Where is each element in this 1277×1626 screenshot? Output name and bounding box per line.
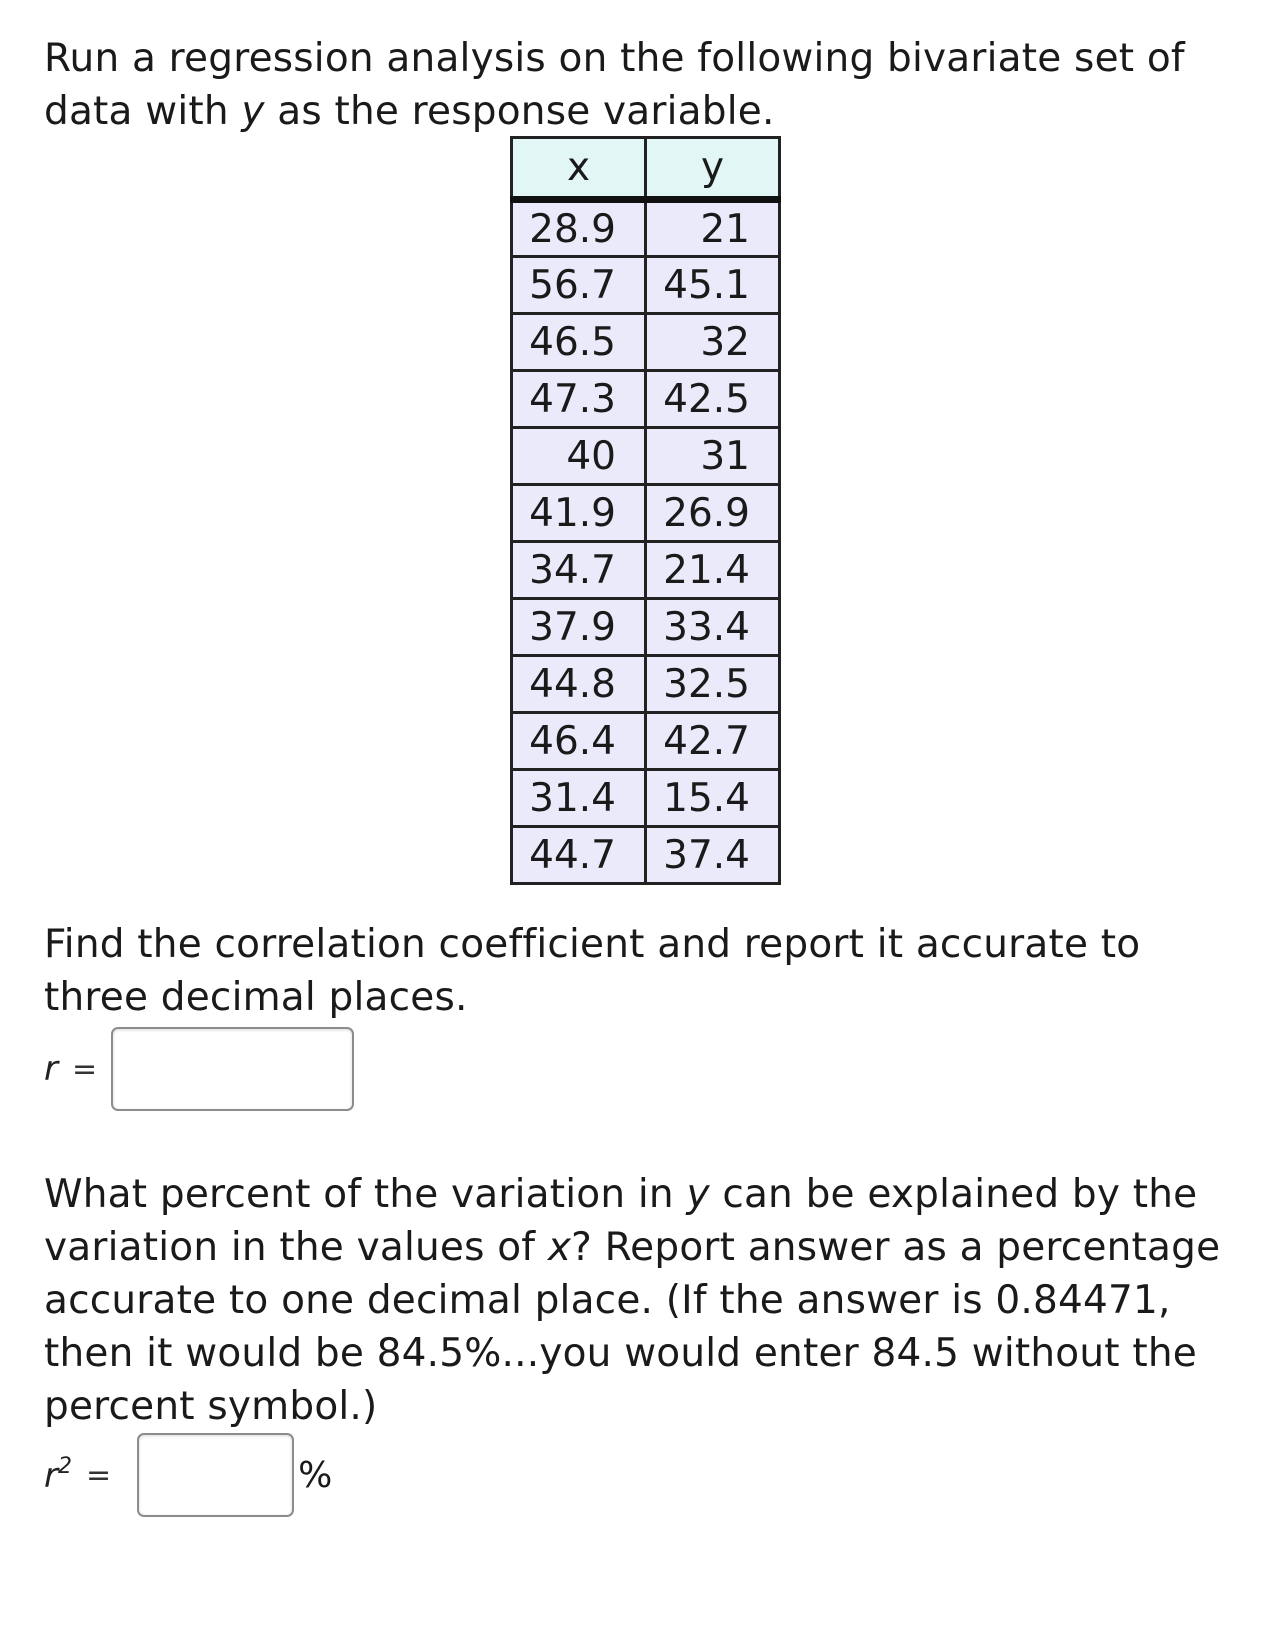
table-header-row	[512, 138, 780, 200]
r-squared-exponent: 2	[57, 1454, 72, 1479]
cell-x: 46.5	[512, 314, 646, 371]
r-squared-label	[44, 1454, 72, 1496]
r-squared-input[interactable]	[137, 1433, 294, 1517]
correlation-answer-row	[44, 1027, 354, 1111]
data-table	[510, 136, 781, 885]
cell-x: 47.3	[512, 371, 646, 428]
column-header-y: y	[646, 138, 780, 200]
column-header-x: x	[512, 138, 646, 200]
percent-unit: %	[298, 1454, 333, 1496]
table-row	[512, 770, 780, 827]
correlation-input[interactable]	[111, 1027, 354, 1111]
table-row	[512, 542, 780, 599]
table-row	[512, 371, 780, 428]
variation-question-part2: can be explained by the variation in the values of	[44, 1172, 1198, 1270]
table-row	[512, 599, 780, 656]
table-row	[512, 428, 780, 485]
variation-question-var-x: x	[547, 1225, 572, 1270]
cell-x: 28.9	[512, 200, 646, 257]
intro-response-var: y	[241, 89, 265, 134]
cell-x: 31.4	[512, 770, 646, 827]
cell-x: 34.7	[512, 542, 646, 599]
variation-question-part1: What percent of the variation in	[44, 1172, 687, 1217]
table-row	[512, 314, 780, 371]
r-squared-label-base: r	[44, 1456, 58, 1496]
correlation-question: Find the correlation coefficient and report it accurate to three decimal places.	[44, 922, 1141, 1020]
intro-text-part1: Run a regression analysis on the following bivariate set of data with	[44, 36, 1185, 134]
cell-y: 33.4	[646, 599, 780, 656]
table-row	[512, 200, 780, 257]
cell-x: 56.7	[512, 257, 646, 314]
cell-x: 40	[512, 428, 646, 485]
intro-text-part2: as the response variable.	[264, 89, 775, 134]
cell-y: 42.7	[646, 713, 780, 770]
cell-y: 45.1	[646, 257, 780, 314]
cell-y: 26.9	[646, 485, 780, 542]
cell-y: 15.4	[646, 770, 780, 827]
table-row	[512, 827, 780, 884]
variation-question-part3: ? Report answer as a percentage accurate to one decimal place. (If the answer is 0.84471, then it would be 84.5%...you would enter 84.5 without the percent symbol.)	[44, 1225, 1221, 1429]
cell-y: 31	[646, 428, 780, 485]
variation-question	[44, 1168, 1244, 1433]
cell-y: 37.4	[646, 827, 780, 884]
cell-x: 44.7	[512, 827, 646, 884]
variation-question-var-y: y	[686, 1172, 710, 1217]
r-squared-equals-sign: =	[85, 1457, 112, 1493]
table-row	[512, 257, 780, 314]
cell-x: 46.4	[512, 713, 646, 770]
cell-y: 42.5	[646, 371, 780, 428]
table-row	[512, 485, 780, 542]
cell-y: 32.5	[646, 656, 780, 713]
cell-y: 21	[646, 200, 780, 257]
cell-y: 21.4	[646, 542, 780, 599]
r-equals-sign: =	[71, 1051, 98, 1087]
cell-x: 44.8	[512, 656, 646, 713]
table-row	[512, 656, 780, 713]
cell-x: 41.9	[512, 485, 646, 542]
table-row	[512, 713, 780, 770]
r-label: r	[44, 1049, 58, 1089]
cell-x: 37.9	[512, 599, 646, 656]
r-squared-answer-row	[44, 1433, 332, 1517]
intro-text	[44, 32, 1224, 138]
cell-y: 32	[646, 314, 780, 371]
